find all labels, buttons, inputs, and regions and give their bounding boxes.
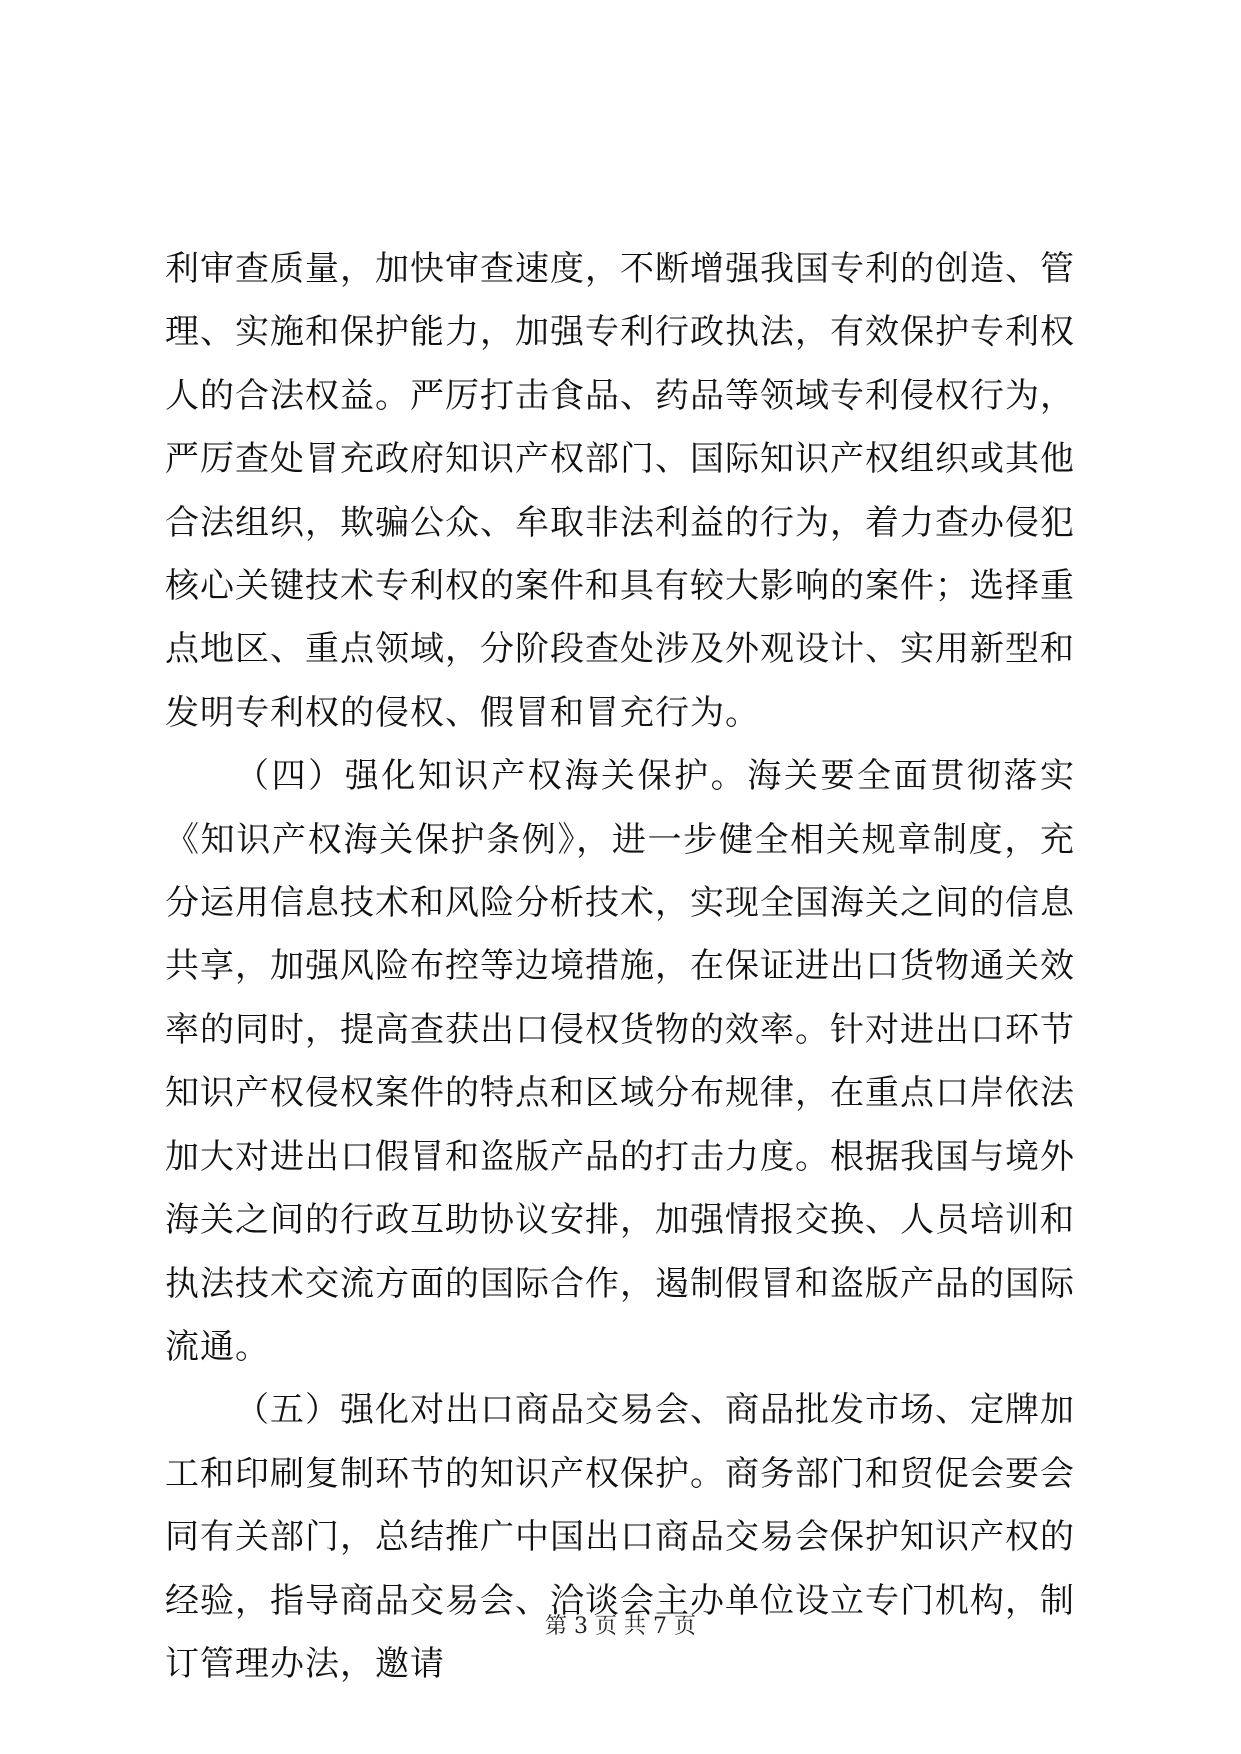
paragraph-patent-enforcement: 利审查质量，加快审查速度，不断增强我国专利的创造、管理、实施和保护能力，加强专利行政执法，有效保护专利权人的合法权益。严厉打击食品、药品等领域专利侵权行为，严厉查处冒充政府知识产权部门、国际知识产权组织或其他合法组织，欺骗公众、牟取非法利益的行为，着力查办侵犯核心关键技术专利权的案件和具有较大影响的案件；选择重点地区、重点领域，分阶段查处涉及外观设计、实用新型和发明专利权的侵权、假冒和冒充行为。 bbox=[165, 249, 1075, 733]
paragraph-trade-fair-protection: （五）强化对出口商品交易会、商品批发市场、定牌加工和印刷复制环节的知识产权保护。商务部门和贸促会要会同有关部门，总结推广中国出口商品交易会保护知识产权的经验，指导商品交易会、洽谈会主办单位设立专门机构，制订管理办法，邀请 bbox=[165, 1390, 1075, 1684]
page-number-footer: 第 3 页 共 7 页 bbox=[545, 1614, 696, 1639]
document-body bbox=[165, 238, 1075, 1696]
paragraph-customs-protection: （四）强化知识产权海关保护。海关要全面贯彻落实《知识产权海关保护条例》，进一步健全相关规章制度，充分运用信息技术和风险分析技术，实现全国海关之间的信息共享，加强风险布控等边境措施，在保证进出口货物通关效率的同时，提高查获出口侵权货物的效率。针对进出口环节知识产权侵权案件的特点和区域分布规律，在重点口岸依法加大对进出口假冒和盗版产品的打击力度。根据我国与境外海关之间的行政互助协议安排，加强情报交换、人员培训和执法技术交流方面的国际合作，遏制假冒和盗版产品的国际流通。 bbox=[165, 756, 1075, 1367]
